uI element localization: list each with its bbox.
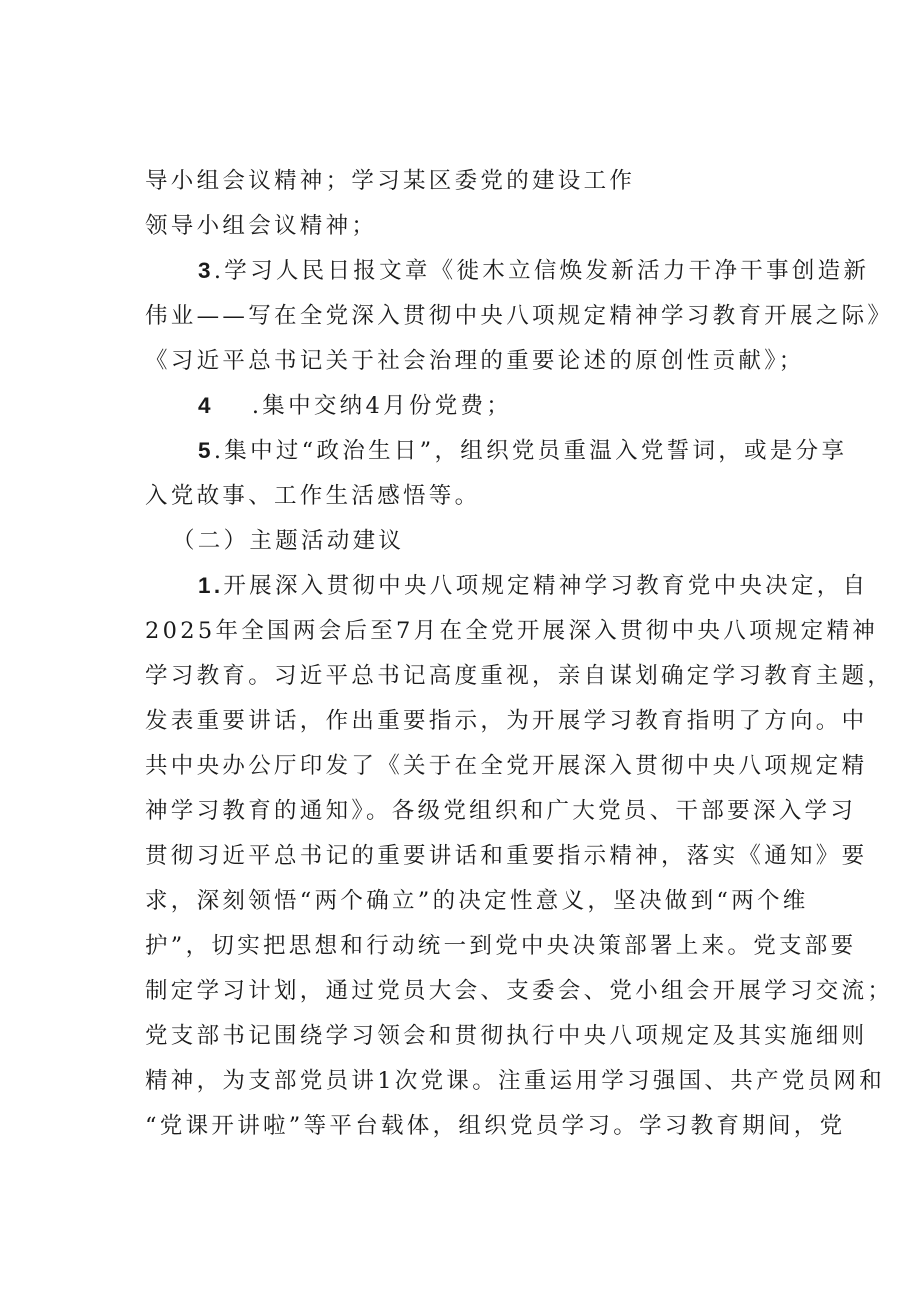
list-number: 3 [198,258,214,283]
text-line: “党课开讲啦”等平台载体，组织党员学习。学习教育期间，党 [145,1113,846,1139]
list-number: 4 [198,393,214,418]
list-item-3 [198,253,869,289]
text-line: 伟业——写在全党深入贯彻中央八项规定精神学习教育开展之际》 [145,303,894,329]
text-line: .集中交纳4月份党费； [251,393,513,419]
text-line: 精神，为支部党员讲1次党课。注重运用学习强国、共产党员网和 [145,1068,886,1094]
text-line: 神学习教育的通知》。各级党组织和广大党员、干部要深入学习 [145,798,857,824]
text-line: 发表重要讲话，作出重要指示，为开展学习教育指明了方向。中 [145,708,868,734]
text-line: 党支部书记围绕学习领会和贯彻执行中央八项规定及其实施细则 [145,1023,868,1049]
text-line: 制定学习计划，通过党员大会、支委会、党小组会开展学习交流； [145,978,894,1004]
list-item-1 [198,568,868,604]
text-line: 共中央办公厅印发了《关于在全党开展深入贯彻中央八项规定精 [145,753,868,779]
text-line: 学习教育。习近平总书记高度重视，亲自谋划确定学习教育主题， [145,663,894,689]
list-number: 1. [198,573,224,598]
text-line: .学习人民日报文章《徙木立信焕发新活力干净干事创造新 [213,258,870,284]
section-heading: （二）主题活动建议 [172,528,405,554]
text-line: 《习近平总书记关于社会治理的重要论述的原创性贡献》； [145,348,805,374]
text-line: 2025年全国两会后至7月在全党开展深入贯彻中央八项规定精神 [145,618,879,644]
text-line: 入党故事、工作生活感悟等。 [145,483,481,509]
text-line: 开展深入贯彻中央八项规定精神学习教育党中央决定，自 [223,573,869,599]
list-item-5 [198,433,847,469]
list-item-4 [198,388,512,424]
text-line: 护”，切实把思想和行动统一到党中央决策部署上来。党支部要 [145,933,857,959]
text-line: .集中过“政治生日”，组织党员重温入党誓词，或是分享 [213,438,848,464]
list-number: 5 [198,438,214,463]
text-line: 求，深刻领悟“两个确立”的决定性意义，坚决做到“两个维 [145,888,809,914]
text-line: 导小组会议精神；学习某区委党的建设工作 [145,168,636,194]
text-line: 领导小组会议精神； [145,213,378,239]
text-line: 贯彻习近平总书记的重要讲话和重要指示精神，落实《通知》要 [145,843,868,869]
